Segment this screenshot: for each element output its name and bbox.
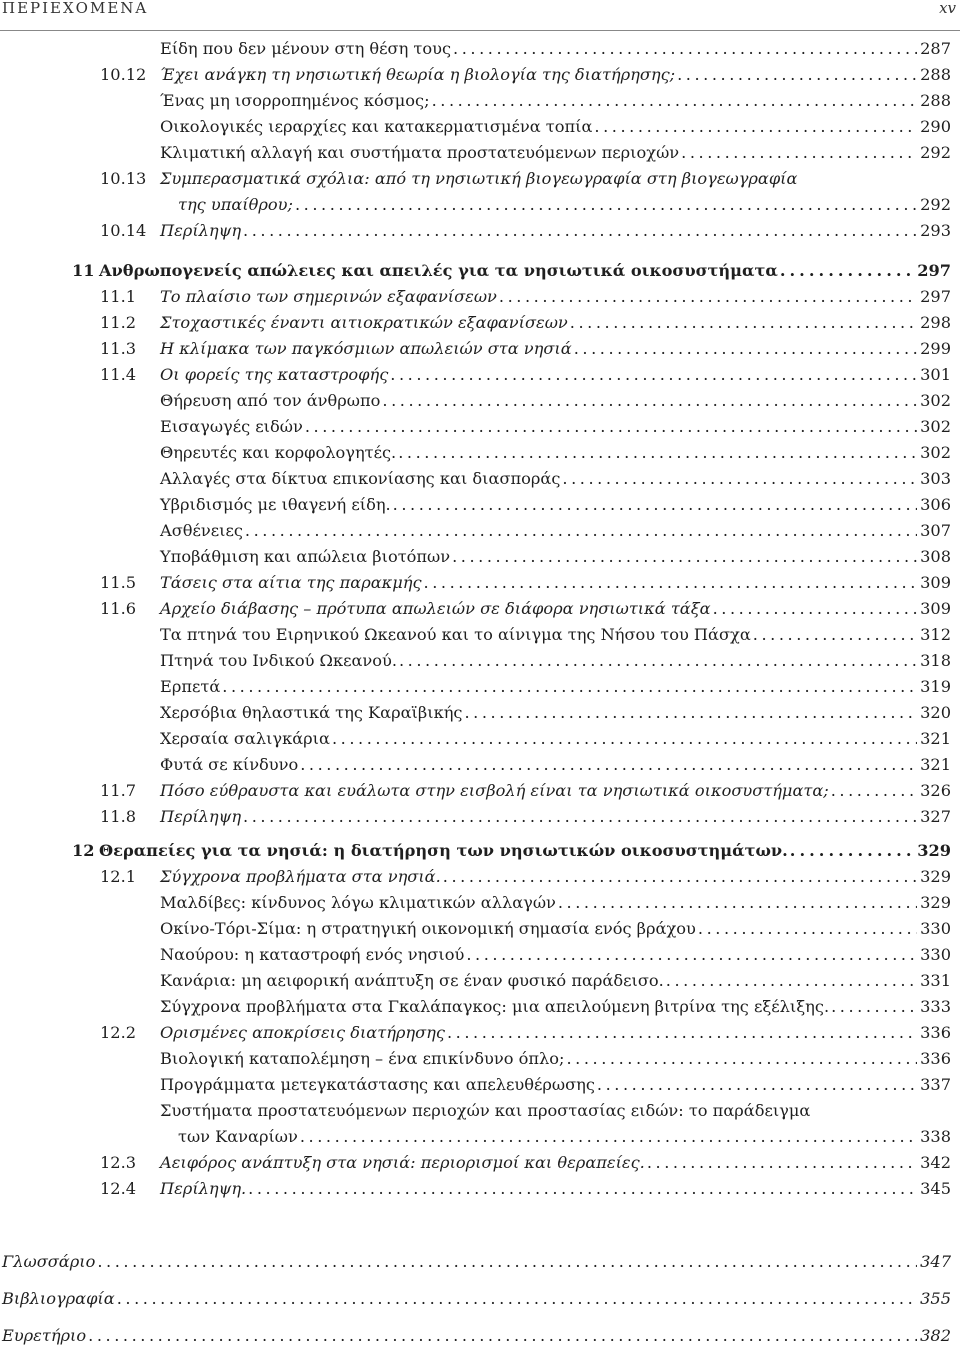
dot-leader <box>390 362 917 388</box>
section-number: 11.3 <box>100 339 137 358</box>
section-number: 10.13 <box>100 169 147 188</box>
dot-leader <box>243 218 917 244</box>
page-number: 338 <box>920 1127 951 1146</box>
page-number: 309 <box>920 573 951 592</box>
page-number: 290 <box>920 117 951 136</box>
entry-title[interactable]: Πτηνά του Ινδικού Ωκεανού. <box>160 651 397 670</box>
dot-leader <box>248 1176 917 1202</box>
page-number: 330 <box>920 919 951 938</box>
entry-title[interactable]: Οκίνο-Τόρι-Σίμα: η στρατηγική οικονομική σημασία ενός βράχου <box>160 919 696 938</box>
page-number: 297 <box>917 261 951 280</box>
dot-leader <box>698 916 917 942</box>
entry-title[interactable]: Ερπετά <box>160 677 221 696</box>
running-header <box>0 0 960 30</box>
section-number: 11.1 <box>100 287 137 306</box>
page-number: 331 <box>920 971 951 990</box>
page-number: 333 <box>920 997 951 1016</box>
page-number: 302 <box>920 417 951 436</box>
entry-title[interactable]: Συμπερασματικά σχόλια: από τη νησιωτική βιογεωγραφία στη βιογεωγραφία <box>160 169 798 188</box>
entry-title[interactable]: Σύγχρονα προβλήματα στα νησιά. <box>160 867 441 886</box>
toc-row <box>100 166 951 192</box>
page-number: 302 <box>920 443 951 462</box>
entry-title[interactable]: Μαλδίβες: κίνδυνος λόγω κλιματικών αλλαγών <box>160 893 556 912</box>
entry-title[interactable]: Οι φορείς της καταστροφής <box>160 365 389 384</box>
entry-title[interactable]: Σύγχρονα προβλήματα στα Γκαλάπαγκος: μια απειλούμενη βιτρίνα της εξέλιξης. <box>160 997 830 1016</box>
page-number: 382 <box>920 1326 951 1345</box>
chapter-number: 12 <box>72 841 95 860</box>
page-number: 321 <box>920 729 951 748</box>
toc-row <box>160 726 951 752</box>
page-number: 298 <box>920 313 951 332</box>
dot-leader <box>245 518 917 544</box>
entry-title[interactable]: Θηρευτές και κορφολογητές. <box>160 443 397 462</box>
toc-row <box>178 1124 951 1150</box>
dot-leader <box>558 890 917 916</box>
toc-row <box>160 622 951 648</box>
page-number: 306 <box>920 495 951 514</box>
page-number: 327 <box>920 807 951 826</box>
page-number: 301 <box>920 365 951 384</box>
page-number: 329 <box>920 893 951 912</box>
dot-leader <box>790 838 914 864</box>
entry-title[interactable]: Προγράμματα μετεγκατάστασης και απελευθέρωσης <box>160 1075 595 1094</box>
toc-row <box>160 674 951 700</box>
dot-leader <box>566 1046 917 1072</box>
toc-backmatter-row <box>2 1323 951 1349</box>
toc-row <box>160 492 951 518</box>
dot-leader <box>831 994 917 1020</box>
page-number: 292 <box>920 143 951 162</box>
entry-title[interactable]: της υπαίθρου; <box>178 195 293 214</box>
dot-leader <box>466 942 917 968</box>
page-number: 321 <box>920 755 951 774</box>
dot-leader <box>574 336 917 362</box>
section-number: 10.12 <box>100 65 147 84</box>
toc-row <box>160 1072 951 1098</box>
entry-title[interactable]: Περίληψη <box>160 807 242 826</box>
dot-leader <box>398 440 917 466</box>
entry-title[interactable]: Αρχείο διάβασης – πρότυπα απωλειών σε διάφορα νησιωτικά τάξα <box>160 599 711 618</box>
section-number: 10.14 <box>100 221 147 240</box>
toc-row <box>100 778 951 804</box>
page-number: 287 <box>920 39 951 58</box>
dot-leader <box>666 968 917 994</box>
page-number: 303 <box>920 469 951 488</box>
page-number: 288 <box>920 91 951 110</box>
section-number: 12.3 <box>100 1153 137 1172</box>
dot-leader <box>647 1150 917 1176</box>
page-number: 302 <box>920 391 951 410</box>
toc-row <box>160 36 951 62</box>
dot-leader <box>562 466 917 492</box>
toc-row <box>100 310 951 336</box>
dot-leader <box>399 648 917 674</box>
dot-leader <box>452 544 917 570</box>
header-rule <box>0 30 960 31</box>
entry-title[interactable]: Χερσόβια θηλαστικά της Καραϊβικής <box>160 703 463 722</box>
dot-leader <box>382 388 917 414</box>
page-number: 288 <box>920 65 951 84</box>
entry-title[interactable]: Ευρετήριο <box>2 1326 87 1345</box>
toc-row <box>100 284 951 310</box>
entry-title[interactable]: Ένας μη ισορροπημένος κόσμος; <box>160 91 430 110</box>
entry-title[interactable]: Τάσεις στα αίτια της παρακμής <box>160 573 422 592</box>
dot-leader <box>300 1124 917 1150</box>
toc-row <box>160 942 951 968</box>
toc-row <box>100 1150 951 1176</box>
page-number: 297 <box>920 287 951 306</box>
page-number: 347 <box>920 1252 951 1271</box>
dot-leader <box>222 674 917 700</box>
entry-title[interactable]: Αειφόρος ανάπτυξη στα νησιά: περιορισμοί και θεραπείες. <box>160 1153 645 1172</box>
page-number: 326 <box>920 781 951 800</box>
page-number: 318 <box>920 651 951 670</box>
entry-title[interactable]: Φυτά σε κίνδυνο <box>160 755 299 774</box>
toc-row <box>160 88 951 114</box>
entry-title[interactable]: Το πλαίσιο των σημερινών εξαφανίσεων <box>160 287 497 306</box>
entry-title[interactable]: Θήρευση από τον άνθρωπο <box>160 391 381 410</box>
page-number: 329 <box>920 867 951 886</box>
entry-title[interactable]: Στοχαστικές έναντι αιτιοκρατικών εξαφανίσεων <box>160 313 568 332</box>
entry-title[interactable]: των Καναρίων <box>178 1127 298 1146</box>
toc-row <box>100 864 951 890</box>
entry-title[interactable]: Οικολογικές ιεραρχίες και κατακερματισμένα τοπία <box>160 117 593 136</box>
entry-title[interactable]: Υποβάθμιση και απώλεια βιοτόπων <box>160 547 451 566</box>
dot-leader <box>88 1323 917 1349</box>
toc-row <box>100 570 951 596</box>
toc-row <box>160 1046 951 1072</box>
dot-leader <box>570 310 917 336</box>
dot-leader <box>681 140 917 166</box>
toc-row <box>160 440 951 466</box>
dot-leader <box>332 726 917 752</box>
toc-row <box>160 752 951 778</box>
toc-row <box>100 1020 951 1046</box>
toc-chapter-row <box>72 838 951 864</box>
entry-title[interactable]: Ναούρου: η καταστροφή ενός νησιού <box>160 945 465 964</box>
toc-row <box>160 1098 951 1124</box>
entry-title[interactable]: Κανάρια: μη αειφορική ανάπτυξη σε έναν φυσικό παράδεισο. <box>160 971 664 990</box>
dot-leader <box>393 492 917 518</box>
dot-leader <box>424 570 918 596</box>
toc-row <box>100 218 951 244</box>
entry-title[interactable]: Βιβλιογραφία <box>2 1289 115 1308</box>
chapter-number: 11 <box>72 261 95 280</box>
section-number: 12.4 <box>100 1179 137 1198</box>
dot-leader <box>443 864 917 890</box>
page-number: 336 <box>920 1023 951 1042</box>
dot-leader <box>677 62 917 88</box>
entry-title[interactable]: Ορισμένες αποκρίσεις διατήρησης <box>160 1023 445 1042</box>
toc-row <box>160 544 951 570</box>
toc-chapter-row <box>72 258 951 284</box>
dot-leader <box>447 1020 917 1046</box>
entry-title[interactable]: Γλωσσάριο <box>2 1252 96 1271</box>
section-number: 11.2 <box>100 313 137 332</box>
page-number: 330 <box>920 945 951 964</box>
entry-title[interactable]: Η κλίμακα των παγκόσμιων απωλειών στα νησιά <box>160 339 572 358</box>
toc-row <box>160 140 951 166</box>
entry-title[interactable]: Τα πτηνά του Ειρηνικού Ωκεανού και το αίνιγμα της Νήσου του Πάσχα <box>160 625 751 644</box>
entry-title[interactable]: Υβριδισμός με ιθαγενή είδη. <box>160 495 391 514</box>
dot-leader <box>453 36 917 62</box>
toc-row <box>160 388 951 414</box>
entry-title[interactable]: Ασθένειες <box>160 521 243 540</box>
toc-row <box>160 700 951 726</box>
dot-leader <box>464 700 917 726</box>
header-page-number: xv <box>939 0 956 17</box>
toc-row <box>160 968 951 994</box>
page-number: 293 <box>920 221 951 240</box>
dot-leader <box>780 258 914 284</box>
section-number: 11.5 <box>100 573 137 592</box>
page-number: 355 <box>920 1289 951 1308</box>
dot-leader <box>300 752 917 778</box>
entry-title[interactable]: Αλλαγές στα δίκτυα επικονίασης και διασποράς <box>160 469 561 488</box>
toc-row <box>160 414 951 440</box>
section-number: 11.6 <box>100 599 137 618</box>
entry-title[interactable]: Έχει ανάγκη τη νησιωτική θεωρία η βιολογία της διατήρησης; <box>160 65 676 84</box>
dot-leader <box>305 414 917 440</box>
dot-leader <box>295 192 917 218</box>
dot-leader <box>432 88 918 114</box>
page-number: 336 <box>920 1049 951 1068</box>
toc-row <box>160 890 951 916</box>
dot-leader <box>713 596 918 622</box>
dot-leader <box>117 1286 917 1312</box>
page-number: 320 <box>920 703 951 722</box>
toc-row <box>160 994 951 1020</box>
entry-title[interactable]: Πόσο εύθραυστα και ευάλωτα στην εισβολή είναι τα νησιωτικά οικοσυστήματα; <box>160 781 829 800</box>
page-number: 319 <box>920 677 951 696</box>
entry-title[interactable]: Εισαγωγές ειδών <box>160 417 303 436</box>
page-number: 345 <box>920 1179 951 1198</box>
dot-leader <box>97 1249 917 1275</box>
entry-title[interactable]: Ανθρωπογενείς απώλειες και απειλές για τα νησιωτικά οικοσυστήματα <box>99 261 778 280</box>
dot-leader <box>499 284 917 310</box>
page-number: 312 <box>920 625 951 644</box>
entry-title[interactable]: Θεραπείες για τα νησιά: η διατήρηση των νησιωτικών οικοσυστημάτων. <box>99 841 788 860</box>
entry-title[interactable]: Βιολογική καταπολέμηση – ένα επικίνδυνο όπλο; <box>160 1049 565 1068</box>
toc-row <box>100 1176 951 1202</box>
page-number: 337 <box>920 1075 951 1094</box>
toc-row <box>160 466 951 492</box>
toc-row <box>100 804 951 830</box>
page-number: 292 <box>920 195 951 214</box>
entry-title[interactable]: Χερσαία σαλιγκάρια <box>160 729 330 748</box>
page-number: 309 <box>920 599 951 618</box>
header-title: ΠΕΡΙΕΧΟΜΕΝΑ <box>2 0 149 17</box>
entry-title[interactable]: Περίληψη <box>160 221 242 240</box>
dot-leader <box>243 804 917 830</box>
toc-row <box>178 192 951 218</box>
toc-row <box>160 518 951 544</box>
section-number: 11.8 <box>100 807 137 826</box>
toc-row <box>160 916 951 942</box>
dot-leader <box>597 1072 917 1098</box>
toc-row <box>100 62 951 88</box>
page-number: 342 <box>920 1153 951 1172</box>
toc-row <box>100 596 951 622</box>
toc-row <box>160 648 951 674</box>
section-number: 12.1 <box>100 867 137 886</box>
toc-backmatter-row <box>2 1286 951 1312</box>
page-number: 307 <box>920 521 951 540</box>
toc-row <box>160 114 951 140</box>
dot-leader <box>831 778 917 804</box>
toc-row <box>100 336 951 362</box>
dot-leader <box>753 622 917 648</box>
entry-title[interactable]: Κλιματική αλλαγή και συστήματα προστατευόμενων περιοχών <box>160 143 680 162</box>
entry-title[interactable]: Συστήματα προστατευόμενων περιοχών και προστασίας ειδών: το παράδειγμα <box>160 1101 811 1120</box>
section-number: 11.7 <box>100 781 137 800</box>
page-number: 308 <box>920 547 951 566</box>
section-number: 11.4 <box>100 365 137 384</box>
page-number: 299 <box>920 339 951 358</box>
toc-backmatter-row <box>2 1249 951 1275</box>
section-number: 12.2 <box>100 1023 137 1042</box>
entry-title[interactable]: Είδη που δεν μένουν στη θέση τους <box>160 39 452 58</box>
entry-title[interactable]: Περίληψη. <box>160 1179 247 1198</box>
toc-row <box>100 362 951 388</box>
page-number: 329 <box>917 841 951 860</box>
dot-leader <box>594 114 917 140</box>
